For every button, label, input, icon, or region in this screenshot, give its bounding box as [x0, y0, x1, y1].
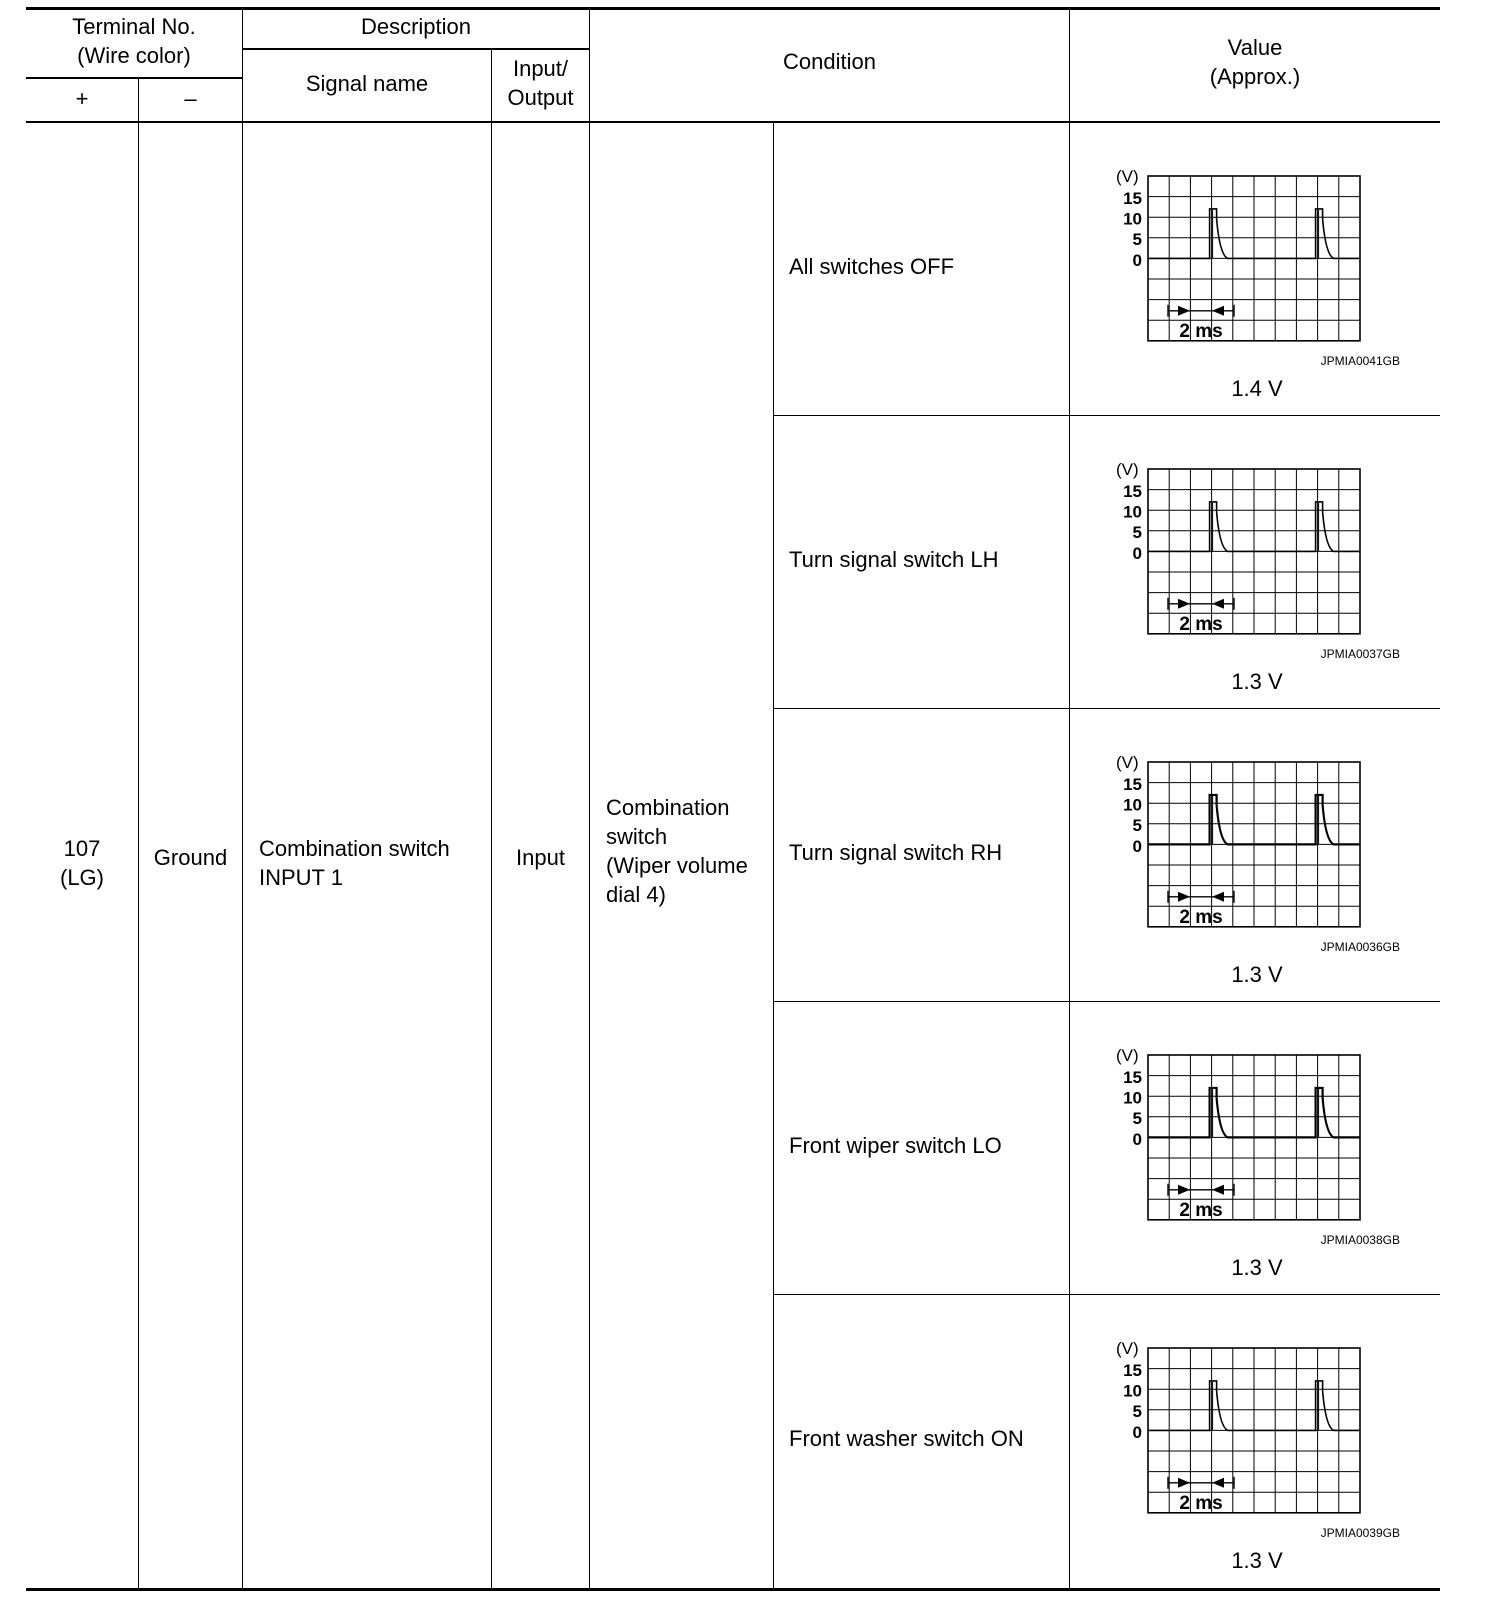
scope-time-label: 2 ms [1179, 1199, 1223, 1221]
value-3: 1.3 V [1231, 962, 1283, 987]
rule-terminal-under [26, 77, 243, 79]
scope-time-label: 2 ms [1179, 906, 1223, 928]
scope-time-marker [1168, 1477, 1234, 1489]
header-io-line1: Input/ [512, 56, 569, 81]
condition-line3: (Wiper volume [606, 853, 748, 878]
io-value: Input [516, 845, 565, 870]
header-io-line2: Output [507, 85, 574, 110]
scope-time-label: 2 ms [1179, 320, 1223, 342]
scope-tick-label: 15 [1123, 482, 1142, 501]
header-signal-name: Signal name [305, 71, 429, 96]
value-5: 1.3 V [1231, 1548, 1283, 1573]
scope-time-label: 2 ms [1179, 613, 1223, 635]
signal-name [259, 834, 450, 892]
scope-tick-label: 0 [1132, 836, 1142, 856]
waveform-2 [1112, 455, 1402, 675]
scope-tick-label: 0 [1132, 250, 1142, 270]
figure-id: JPMIA0036GB [1320, 939, 1400, 954]
header-plus: + [75, 86, 89, 111]
scope-tick-label: 10 [1123, 209, 1142, 229]
sub-condition-4: Front wiper switch LO [789, 1133, 1002, 1158]
scope-time-marker [1168, 598, 1234, 610]
col-rule-condition [589, 8, 590, 1589]
rule-header-bottom [26, 121, 1440, 123]
col-rule-subcondition [773, 122, 774, 1589]
waveform-5 [1112, 1334, 1402, 1554]
scope-tick-label: 0 [1132, 1422, 1142, 1442]
scope-tick-label: 5 [1132, 1109, 1142, 1129]
rule-row-3 [774, 1001, 1440, 1002]
scope-tick-label: 0 [1132, 1129, 1142, 1149]
header-value [1070, 33, 1440, 91]
scope-tick-label: 10 [1123, 1088, 1142, 1108]
waveform-3 [1112, 748, 1402, 968]
header-value-line1: Value [1227, 35, 1283, 60]
sub-condition-5: Front washer switch ON [789, 1426, 1024, 1451]
scope-tick-label: 5 [1132, 523, 1142, 543]
rule-row-4 [774, 1294, 1440, 1295]
condition-line4: dial 4) [606, 882, 666, 907]
scope-tick-label: 10 [1123, 795, 1142, 815]
header-input-output [492, 54, 589, 112]
scope-unit-label: (V) [1116, 1046, 1139, 1065]
waveform-4 [1112, 1041, 1402, 1261]
scope-unit-label: (V) [1116, 1339, 1139, 1358]
scope-tick-label: 5 [1132, 1402, 1142, 1422]
scope-tick-label: 15 [1123, 775, 1142, 794]
scope-tick-label: 15 [1123, 189, 1142, 208]
scope-tick-label: 15 [1123, 1068, 1142, 1087]
signal-name-line1: Combination switch [259, 836, 450, 861]
scope-tick-label: 10 [1123, 502, 1142, 522]
condition-line2: switch [606, 824, 668, 849]
figure-id: JPMIA0038GB [1320, 1232, 1400, 1247]
rule-row-2 [774, 708, 1440, 709]
scope-tick-label: 5 [1132, 816, 1142, 836]
value-4: 1.3 V [1231, 1255, 1283, 1280]
condition-main [606, 793, 748, 909]
col-rule-signal [242, 8, 243, 1589]
scope-time-marker [1168, 1184, 1234, 1196]
rule-bottom [26, 1588, 1440, 1591]
header-minus: – [184, 86, 197, 111]
value-1: 1.4 V [1231, 376, 1283, 401]
waveform-1 [1112, 162, 1402, 382]
condition-line1: Combination [606, 795, 730, 820]
scope-tick-label: 10 [1123, 1381, 1142, 1401]
scope-unit-label: (V) [1116, 460, 1139, 479]
col-rule-io [491, 49, 492, 1589]
sub-condition-3: Turn signal switch RH [789, 840, 1003, 865]
scope-tick-label: 5 [1132, 230, 1142, 250]
header-condition: Condition [783, 49, 876, 74]
figure-id: JPMIA0041GB [1320, 353, 1400, 368]
terminal-plus [26, 834, 138, 892]
rule-row-1 [774, 415, 1440, 416]
value-2: 1.3 V [1231, 669, 1283, 694]
header-value-line2: (Approx.) [1209, 64, 1301, 89]
sub-condition-2: Turn signal switch LH [789, 547, 999, 572]
scope-tick-label: 15 [1123, 1361, 1142, 1380]
header-description: Description [360, 14, 472, 39]
scope-time-label: 2 ms [1179, 1492, 1223, 1514]
signal-name-line2: INPUT 1 [259, 865, 343, 890]
figure-id: JPMIA0039GB [1320, 1525, 1400, 1540]
figure-id: JPMIA0037GB [1320, 646, 1400, 661]
terminal-plus-number: 107 [63, 836, 101, 861]
terminal-minus: Ground [153, 845, 228, 870]
col-rule-minus [138, 78, 139, 1589]
terminal-wire-color: (LG) [60, 865, 104, 890]
col-rule-value [1069, 8, 1070, 1589]
scope-tick-label: 0 [1132, 543, 1142, 563]
rule-description-under [243, 48, 590, 50]
header-terminal-no [26, 12, 242, 70]
rule-top [26, 7, 1440, 10]
sub-condition-1: All switches OFF [789, 254, 955, 279]
scope-unit-label: (V) [1116, 753, 1139, 772]
header-wire-color-text: (Wire color) [77, 43, 191, 68]
scope-time-marker [1168, 305, 1234, 317]
scope-time-marker [1168, 891, 1234, 903]
header-terminal-no-text: Terminal No. [72, 14, 196, 39]
scope-unit-label: (V) [1116, 167, 1139, 186]
